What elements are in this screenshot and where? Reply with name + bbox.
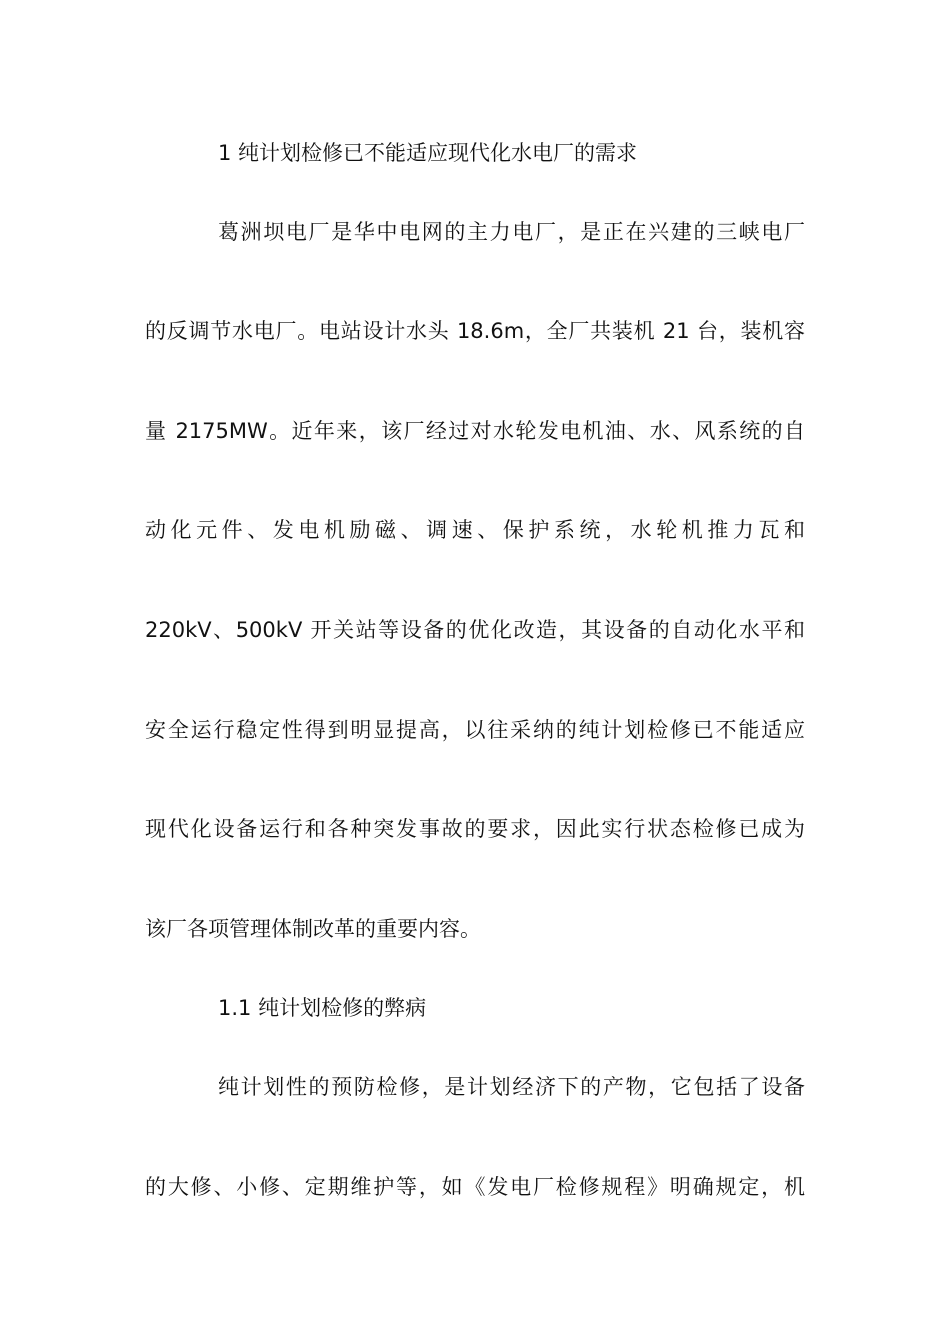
paragraph-line: 的大修、小修、定期维护等，如《发电厂检修规程》明确规定，机 — [145, 1175, 805, 1199]
paragraph-line: 220kV、500kV 开关站等设备的优化改造，其设备的自动化水平和 — [145, 618, 805, 642]
paragraph-line: 现代化设备运行和各种突发事故的要求，因此实行状态检修已成为 — [145, 817, 805, 841]
paragraph-line: 安全运行稳定性得到明显提高，以往采纳的纯计划检修已不能适应 — [145, 718, 805, 742]
paragraph-line: 该厂各项管理体制改革的重要内容。 — [145, 917, 481, 941]
paragraph-line: 纯计划性的预防检修，是计划经济下的产物，它包括了设备 — [218, 1075, 805, 1099]
paragraph-line: 葛洲坝电厂是华中电网的主力电厂，是正在兴建的三峡电厂 — [218, 220, 805, 244]
subsection-heading: 1.1 纯计划检修的弊病 — [218, 996, 427, 1020]
paragraph-line: 的反调节水电厂。电站设计水头 18.6m，全厂共装机 21 台，装机容 — [145, 319, 805, 343]
section-heading: 1 纯计划检修已不能适应现代化水电厂的需求 — [218, 141, 638, 165]
paragraph-line: 动化元件、发电机励磁、调速、保护系统，水轮机推力瓦和 — [145, 518, 805, 542]
paragraph-line: 量 2175MW。近年来，该厂经过对水轮发电机油、水、风系统的自 — [145, 419, 805, 443]
